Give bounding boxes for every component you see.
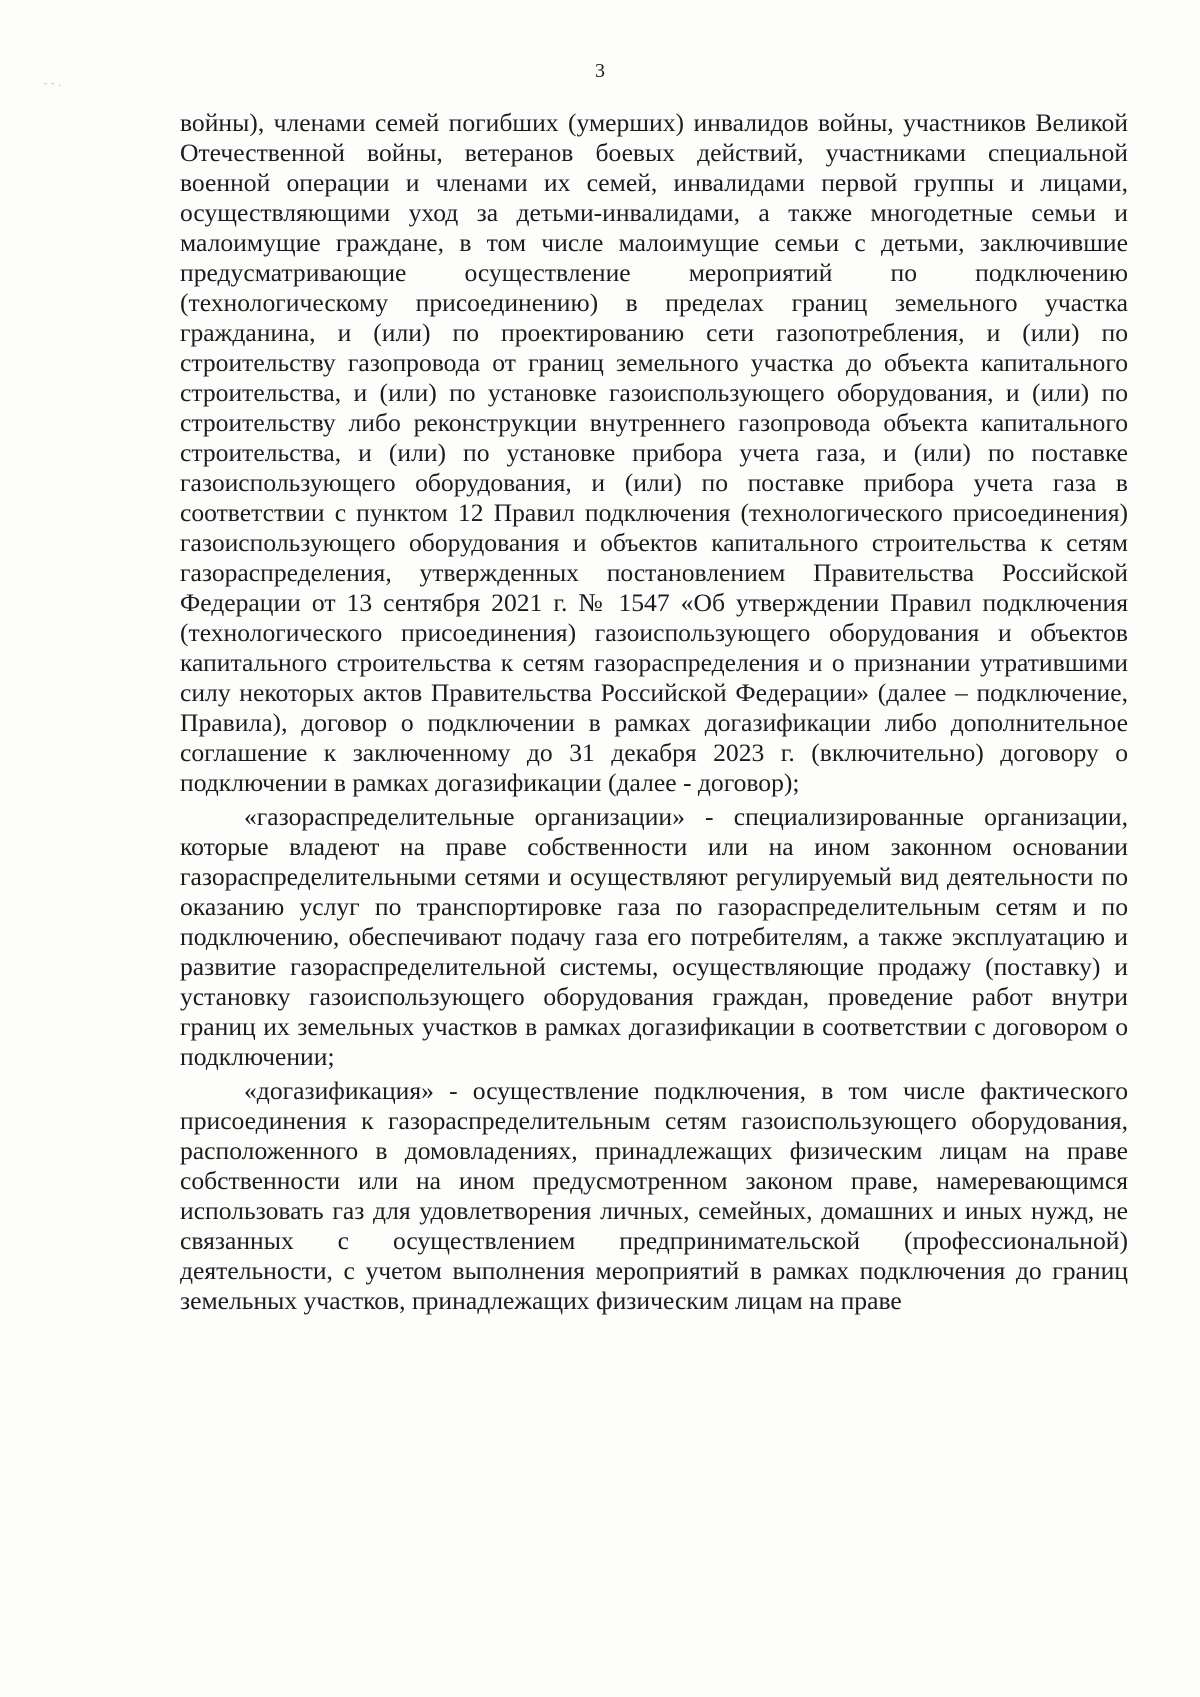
paragraph-gas-distribution-organizations: «газораспределительные организации» - специализированные организации, которые владеют на праве собственности или на ином законном основании газораспределительными сетями и осуществляют регулируемый вид деятельности по оказанию услуг по транспортировке газа по газораспределительным сетям и по подключению, обеспечивают подачу газа его потребителям, а также эксплуатацию и развитие газораспределительной системы, осуществляющие продажу (поставку) и установку газоиспользующего оборудования граждан, проведение работ внутри границ их земельных участков в рамках догазификации в соответствии с договором о подключении; [180, 802, 1128, 1071]
page-number: 3 [595, 60, 605, 82]
paragraph-continuation: войны), членами семей погибших (умерших) инвалидов войны, участников Великой Отечественной войны, ветеранов боевых действий, участниками специальной военной операции и членами их семей, инвалидами первой группы и лицами, осуществляющими уход за детьми-инвалидами, а также многодетные семьи и малоимущие граждане, в том числе малоимущие семьи с детьми, заключившие предусматривающие осуществление мероприятий по подключению (технологическому присоединению) в пределах границ земельного участка гражданина, и (или) по проектированию сети газопотребления, и (или) по строительству газопровода от границ земельного участка до объекта капитального строительства, и (или) по установке газоиспользующего оборудования, и (или) по строительству либо реконструкции внутреннего газопровода объекта капитального строительства, и (или) по установке прибора учета газа, и (или) по поставке газоиспользующего оборудования, и (или) по поставке прибора учета газа в соответствии с пунктом 12 Правил подключения (технологического присоединения) газоиспользующего оборудования и объектов капитального строительства к сетям газораспределения, утвержденных постановлением Правительства Российской Федерации от 13 сентября 2021 г. № 1547 «Об утверждении Правил подключения (технологического присоединения) газоиспользующего оборудования и объектов капитального строительства к сетям газораспределения и о признании утратившими силу некоторых актов Правительства Российской Федерации» (далее – подключение, Правила), договор о подключении в рамках догазификации либо дополнительное соглашение к заключенному до 31 декабря 2023 г. (включительно) договору о подключении в рамках догазификации (далее - договор); [180, 108, 1128, 797]
document-body [180, 108, 1128, 1320]
scan-speck: - - . [44, 78, 62, 88]
paragraph-dogasification: «догазификация» - осуществление подключения, в том числе фактического присоединения к газораспределительным сетям газоиспользующего оборудования, расположенного в домовладениях, принадлежащих физическим лицам на праве собственности или на ином предусмотренном законом праве, намеревающимся использовать газ для удовлетворения личных, семейных, домашних и иных нужд, не связанных с осуществлением предпринимательской (профессиональной) деятельности, с учетом выполнения мероприятий в рамках подключения до границ земельных участков, принадлежащих физическим лицам на праве [180, 1076, 1128, 1315]
